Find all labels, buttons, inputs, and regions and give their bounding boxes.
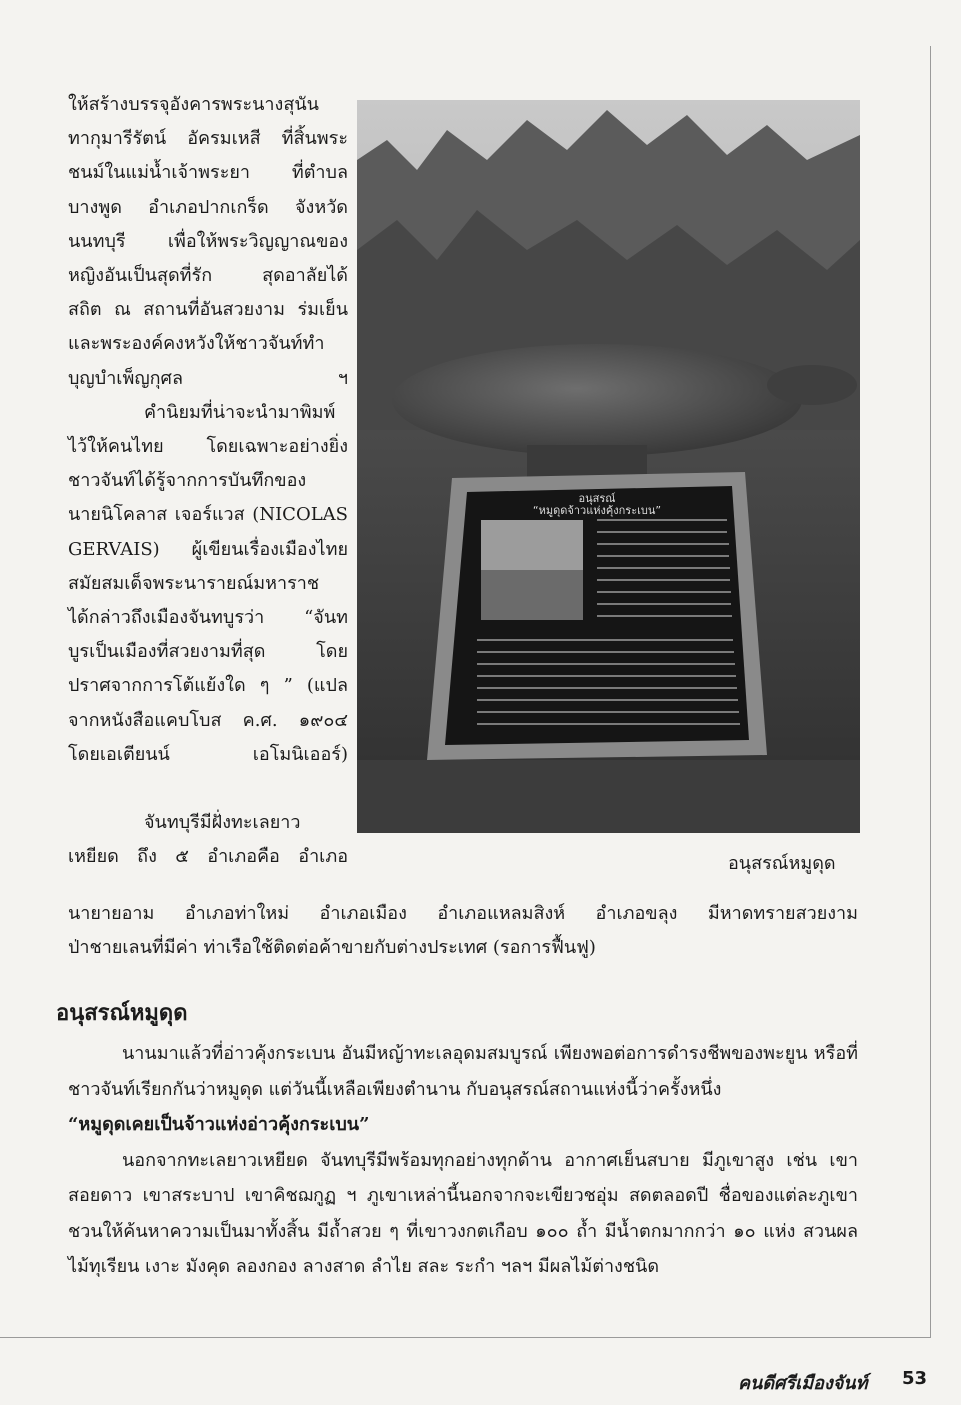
text-line: สถิต ณ สถานที่อันสวยงาม ร่มเย็น [68,299,348,321]
section-paragraph-1-bold [68,1107,858,1143]
text-line: เหยียด ถึง ๕ อำเภอคือ อำเภอ [68,846,348,868]
text-line: จันทบุรีมีฝั่งทะเลยาว [144,812,301,834]
text-line: นายนิโคลาส เจอร์แวส (NICOLAS [68,504,348,526]
text-line: บูรเป็นเมืองที่สวยงามที่สุด โดย [68,641,348,663]
paragraph-2 [68,396,348,772]
paragraph-text: นานมาแล้วที่อ่าวคุ้งกระเบน อันมีหญ้าทะเลอุดมสมบูรณ์ เพียงพอต่อการดำรงชีพของพะยูน หรือที่ชาวจันท์เรียกกันว่าหมูดุด แต่วันนี้เหลือเพียงตำนาน กับอนุสรณ์สถานแห่งนี้ว่าครั้งหนึ่ง [68,1043,858,1100]
text-line: ชนม์ในแม่น้ำเจ้าพระยา ที่ตำบล [68,162,348,184]
sign-subtitle: “หมูดุดจ้าวแห่งคุ้งกระเบน” [532,504,662,517]
left-column-text [68,88,348,874]
text-line: นนทบุรี เพื่อให้พระวิญญาณของ [68,230,348,252]
page-number: 53 [902,1368,928,1389]
section-paragraph-1 [68,1036,858,1107]
section-paragraph-2 [68,1143,858,1285]
text-line: ปราศจากการโต้แย้งใด ๆ ” (แปล [68,675,348,697]
footer-title: คนดีศรีเมืองจันท์ [738,1373,868,1394]
text-line: โดยเอเตียนน์ เอโมนิเออร์) [68,743,348,765]
text-line: ทากุมารีรัตน์ อัครมเหสี ที่สิ้นพระ [68,128,348,150]
text-line: และพระองค์คงหวังให้ชาวจันท์ทำ [68,333,325,355]
text-line: หญิงอันเป็นสุดที่รัก สุดอาลัยได้ [68,265,348,287]
section-body [68,1036,858,1285]
sign-title: อนุสรณ์ [578,492,616,505]
paragraph-3-continued [68,897,858,965]
text-line: บุญบำเพ็ญกุศล ฯ [68,367,348,389]
text-line: ได้กล่าวถึงเมืองจันทบูรว่า “จันท [68,607,348,629]
bold-quote: “หมูดุดเคยเป็นจ้าวแห่งอ่าวคุ้งกระเบน” [68,1114,370,1135]
section-heading: อนุสรณ์หมูดุด [56,1000,188,1026]
text-line: นายายอาม อำเภอท่าใหม่ อำเภอเมือง อำเภอแหลมสิงห์ อำเภอขลุง มีหาดทรายสวยงาม [68,903,858,924]
text-line: ชาวจันท์ได้รู้จากการบันทึกของ [68,470,307,492]
text-line: ป่าชายเลนที่มีค่า ท่าเรือใช้ติดต่อค้าขายกับต่างประเทศ (รอการฟื้นฟู) [68,937,596,959]
text-line: บางพูด อำเภอปากเกร็ด จังหวัด [68,196,348,218]
monument-photo [357,100,860,833]
paragraph-1 [68,88,348,396]
paragraph-3-start [68,806,348,874]
paragraph-text: นอกจากทะเลยาวเหยียด จันทบุรีมีพร้อมทุกอย่างทุกด้าน อากาศเย็นสบาย มีภูเขาสูง เช่น เขาสอยดาว เขาสระบาป เขาคิชฌกูฏ ฯ ภูเขาเหล่านี้นอกจากจะเขียวชอุ่ม สดตลอดปี ชื่อของแต่ละภูเขาชวนให้ค้นหาความเป็นมาทั้งสิ้น มีถ้ำสวย ๆ ที่เขาวงกตเกือบ ๑๐๐ ถ้ำ มีน้ำตกมากกว่า ๑๐ แห่ง สวนผลไม้ทุเรียน เงาะ มังคุด ลองกอง ลางสาด ลำไย สละ ระกำ ฯลฯ มีผลไม้ต่างชนิด [68,1149,858,1277]
photo-caption: อนุสรณ์หมูดุด [728,853,836,874]
text-line: คำนิยมที่น่าจะนำมาพิมพ์ [144,401,336,423]
text-line: ให้สร้างบรรจุอังคารพระนางสุนัน [68,94,319,115]
text-line: ไว้ให้คนไทย โดยเฉพาะอย่างยิ่ง [68,436,348,458]
text-line: GERVAIS) ผู้เขียนเรื่องเมืองไทย [68,538,348,560]
text-line: สมัยสมเด็จพระนารายณ์มหาราช [68,572,320,594]
text-line: จากหนังสือแคบโบส ค.ศ. ๑๙๐๔ [68,709,348,731]
